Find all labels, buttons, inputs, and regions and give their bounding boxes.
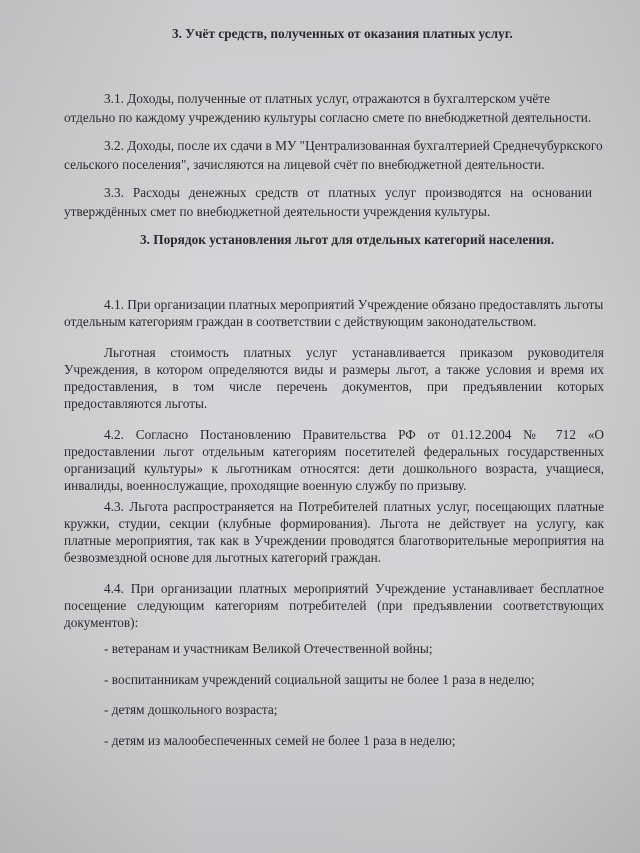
pl-line-1: Льготная стоимость платных услуг устанавливается приказом руководителя bbox=[104, 345, 604, 360]
p33-line-1: 3.3. Расходы денежных средств от платных услуг производятся на основании bbox=[104, 185, 592, 200]
p41-line-1: 4.1. При организации платных мероприятий Учреждение обязано предоставлять льготы bbox=[104, 297, 604, 312]
list-item: - воспитанникам учреждений социальной защиты не более 1 раза в неделю; bbox=[104, 672, 535, 687]
p43-line-2: кружки, студии, секции (клубные формирования). Льгота не действует на услугу, как bbox=[64, 516, 604, 531]
p42-line-1: 4.2. Согласно Постановлению Правительства РФ от 01.12.2004 № 712 «О bbox=[104, 427, 604, 442]
pl-line-2: Учреждения, в котором определяются виды и размеры льгот, а также условия и время их bbox=[64, 362, 604, 377]
section-4-heading: 3. Порядок установления льгот для отдельных категорий населения. bbox=[140, 232, 555, 247]
p44-line-2: посещение следующим категориям потребителей (при предъявлении соответствующих bbox=[64, 598, 604, 613]
p42-line-3: организаций культуры» к льготникам относятся: дети дошкольного возраста, учащиеся, bbox=[64, 461, 604, 476]
section-3-heading: 3. Учёт средств, полученных от оказания платных услуг. bbox=[172, 26, 513, 41]
pl-line-4: предоставляются льготы. bbox=[64, 396, 208, 411]
p42-line-2: предоставлении льгот отдельным категориям посетителей федеральных государственных bbox=[64, 444, 604, 459]
p31-line-2: отдельно по каждому учреждению культуры согласно смете по внебюджетной деятельности. bbox=[64, 110, 592, 125]
p32-line-1: 3.2. Доходы, после их сдачи в МУ "Централизованная бухгалтерией Среднечубуркского bbox=[104, 138, 603, 153]
p44-line-1: 4.4. При организации платных мероприятий Учреждение устанавливает бесплатное bbox=[104, 581, 604, 596]
p43-line-4: безвозмездной основе для льготных категорий граждан. bbox=[64, 550, 382, 565]
list-item: - детям дошкольного возраста; bbox=[104, 702, 278, 717]
p41-line-2: отдельным категориям граждан в соответствии с действующим законодательством. bbox=[64, 314, 537, 329]
pl-line-3: предоставления, в том числе перечень документов, при предъявлении которых bbox=[64, 379, 604, 394]
p43-line-1: 4.3. Льгота распространяется на Потребителей платных услуг, посещающих платные bbox=[104, 499, 604, 514]
p44-line-3: документов): bbox=[64, 615, 139, 630]
p32-line-2: сельского поселения", зачисляются на лицевой счёт по внебюджетной деятельности. bbox=[64, 157, 545, 172]
p33-line-2: утверждённых смет по внебюджетной деятельности учреждения культуры. bbox=[64, 204, 491, 219]
p43-line-3: платные мероприятия, так как в Учреждении проводятся благотворительные мероприятия на bbox=[64, 533, 604, 548]
p31-line-1: 3.1. Доходы, полученные от платных услуг, отражаются в бухгалтерском учёте bbox=[104, 91, 551, 106]
p42-line-4: инвалиды, военнослужащие, проходящие военную службу по призыву. bbox=[64, 478, 467, 493]
list-item: - ветеранам и участникам Великой Отечественной войны; bbox=[104, 641, 433, 656]
list-item: - детям из малообеспеченных семей не более 1 раза в неделю; bbox=[104, 733, 456, 748]
